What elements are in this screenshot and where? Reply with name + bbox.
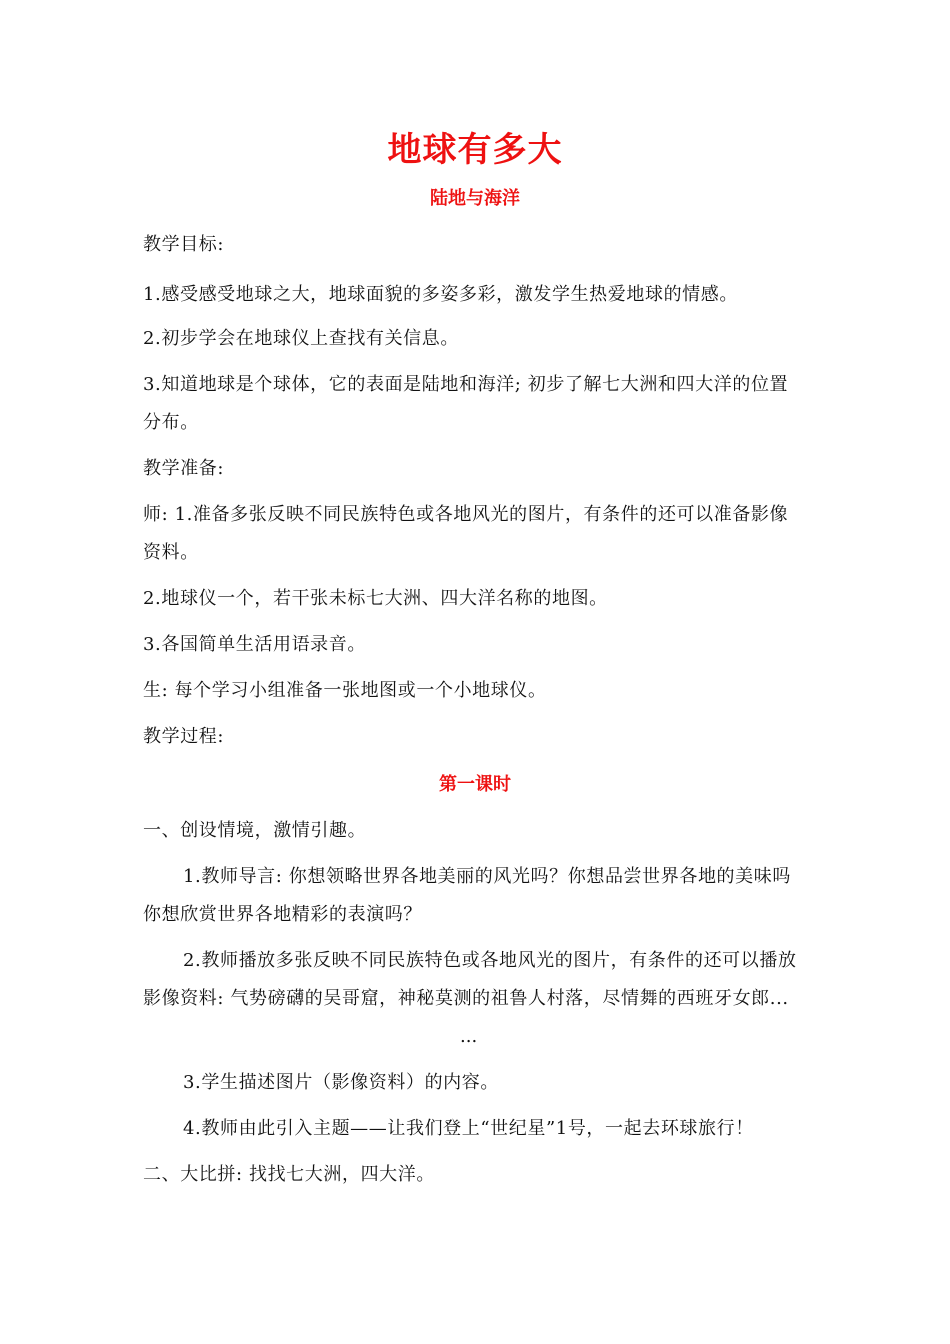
paragraph-line: 2.教师播放多张反映不同民族特色或各地风光的图片，有条件的还可以播放: [183, 950, 797, 971]
paragraph-line: 2.地球仪一个，若干张未标七大洲、四大洋名称的地图。: [143, 588, 608, 609]
paragraph-line: 3.各国简单生活用语录音。: [143, 634, 366, 655]
paragraph-line: 1.教师导言: 你想领略世界各地美丽的风光吗？你想品尝世界各地的美味吗: [183, 866, 791, 887]
paragraph-line: 1.感受感受地球之大，地球面貌的多姿多彩，激发学生热爱地球的情感。: [143, 284, 738, 305]
paragraph-line: 你想欣赏世界各地精彩的表演吗？: [143, 904, 422, 925]
paragraph-line: 资料。: [143, 542, 199, 563]
paragraph-line: 教学目标:: [143, 234, 225, 255]
paragraph-line: 影像资料: 气势磅礴的吴哥窟，神秘莫测的祖鲁人村落，尽情舞的西班牙女郎...: [143, 988, 789, 1009]
paragraph-line: 一、创设情境，激情引趣。: [143, 820, 367, 841]
paragraph-line: 师: 1.准备多张反映不同民族特色或各地风光的图片，有条件的还可以准备影像: [143, 504, 789, 525]
paragraph-line: 生: 每个学习小组准备一张地图或一个小地球仪。: [143, 680, 547, 701]
paragraph-line: 分布。: [143, 412, 199, 433]
paragraph-line: 2.初步学会在地球仪上查找有关信息。: [143, 328, 459, 349]
section-title: 第一课时: [439, 774, 511, 795]
document-title: 地球有多大: [387, 130, 563, 170]
ellipsis-line: ...: [460, 1026, 478, 1047]
document-subtitle: 陆地与海洋: [430, 188, 520, 209]
paragraph-line: 二、大比拼: 找找七大洲，四大洋。: [143, 1164, 435, 1185]
paragraph-line: 3.知道地球是个球体，它的表面是陆地和海洋; 初步了解七大洲和四大洋的位置: [143, 374, 789, 395]
paragraph-line: 教学过程:: [143, 726, 225, 747]
paragraph-line: 3.学生描述图片（影像资料）的内容。: [183, 1072, 499, 1093]
paragraph-line: 4.教师由此引入主题——让我们登上“世纪星”1号，一起去环球旅行！: [183, 1118, 754, 1139]
paragraph-line: 教学准备:: [143, 458, 225, 479]
